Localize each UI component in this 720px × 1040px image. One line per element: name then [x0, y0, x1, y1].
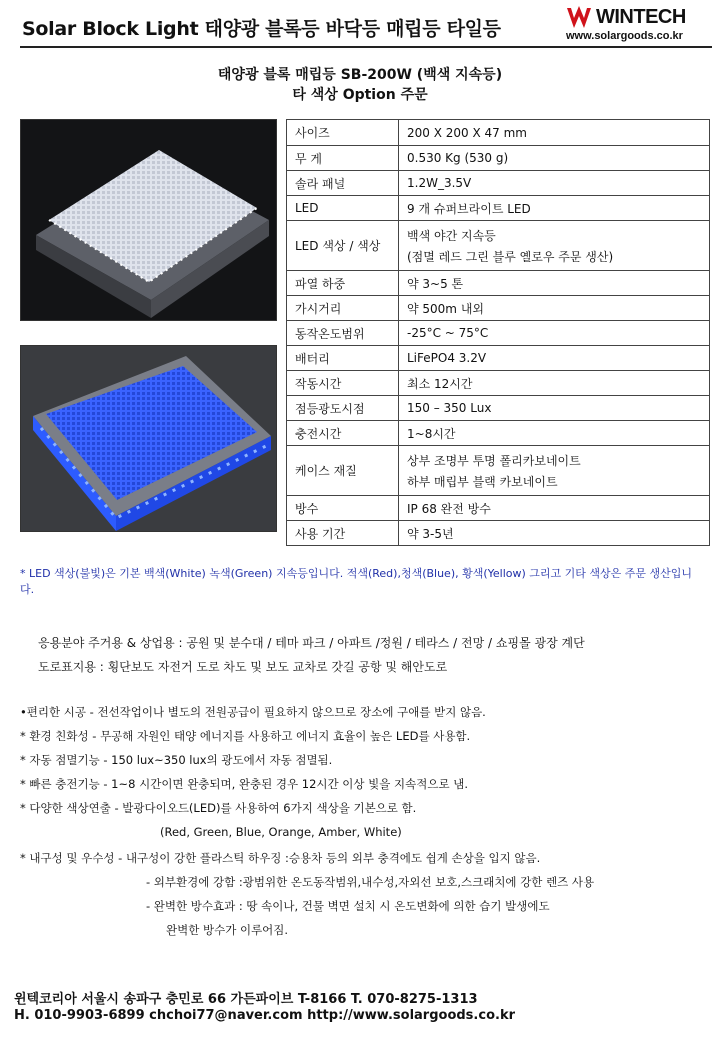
spec-label: LED [287, 196, 399, 221]
applications-line2: 도로표지용 : 횡단보도 자전거 도로 차도 및 보도 교차로 갓길 공항 및 해안도로 [38, 660, 448, 674]
product-option: 타 색상 Option 주문 [292, 87, 428, 103]
feature-waterproof: - 완벽한 방수효과 : 땅 속이나, 건물 벽면 설치 시 온도변화에 의한 습기 발생에도 [146, 899, 550, 913]
spec-row [287, 146, 710, 171]
spec-value-cell [399, 321, 710, 346]
product-photo-blue [20, 345, 277, 532]
header-divider [20, 46, 712, 48]
spec-value: 150 – 350 Lux [407, 401, 492, 415]
feature-colors: * 다양한 색상연출 - 발광다이오드(LED)를 사용하여 6가지 색상을 기본으로 함. [20, 801, 417, 815]
spec-value: 200 X 200 X 47 mm [407, 125, 527, 140]
spec-row [287, 321, 710, 346]
spec-value-cell [399, 496, 710, 521]
feature-color-list: (Red, Green, Blue, Orange, Amber, White) [160, 825, 402, 839]
spec-label: 배터리 [287, 346, 399, 371]
feature-eco: * 환경 친화성 - 무공해 자원인 태양 에너지를 사용하고 에너지 효율이 높은 LED를 사용함. [20, 729, 471, 743]
spec-value-cell [399, 421, 710, 446]
spec-value-cell [399, 196, 710, 221]
spec-row [287, 271, 710, 296]
feature-installation: •편리한 시공 - 전선작업이나 별도의 전원공급이 필요하지 않으므로 장소에 구애를 받지 않음. [20, 705, 486, 719]
spec-label: 가시거리 [287, 296, 399, 321]
spec-value-cell [399, 146, 710, 171]
feature-durability: * 내구성 및 우수성 - 내구성이 강한 플라스틱 하우징 :승용차 등의 외부 충격에도 쉽게 손상을 입지 않음. [20, 851, 541, 865]
brand-logo [566, 6, 716, 46]
spec-label: 충전시간 [287, 421, 399, 446]
spec-label: 파열 하중 [287, 271, 399, 296]
spec-row [287, 396, 710, 421]
footer-address: 윈텍코리아 서울시 송파구 충민로 66 가든파이브 T-8166 T. 070-8275-1313 [14, 992, 478, 1007]
spec-value: 1.2W_3.5V [407, 176, 472, 190]
feature-auto-flash: * 자동 점멸기능 - 150 lux~350 lux의 광도에서 자동 점멸됨. [20, 753, 333, 767]
spec-row [287, 221, 710, 271]
product-photo-white [20, 119, 277, 321]
spec-row [287, 120, 710, 146]
spec-label: LED 색상 / 색상 [287, 221, 399, 271]
spec-label: 방수 [287, 496, 399, 521]
spec-value-secondary: (점멸 레드 그린 블루 옐로우 주문 생산) [407, 249, 614, 264]
spec-value-cell [399, 521, 710, 546]
feature-waterproof-cont: 완벽한 방수가 이루어짐. [166, 923, 289, 937]
white-block-light-image [21, 120, 276, 320]
brand-name: WINTECH [596, 6, 686, 28]
spec-value: 1~8시간 [407, 426, 456, 441]
spec-row [287, 346, 710, 371]
spec-label: 사이즈 [287, 120, 399, 146]
product-title: 태양광 블록 매립등 SB-200W (백색 지속등) [217, 67, 503, 83]
spec-value-cell [399, 396, 710, 421]
spec-row [287, 496, 710, 521]
spec-value: 약 500m 내외 [407, 301, 484, 316]
spec-value-cell [399, 371, 710, 396]
blue-block-light-image [21, 346, 276, 531]
spec-value-cell [399, 446, 710, 496]
spec-value: IP 68 완전 방수 [407, 501, 491, 516]
spec-value-cell [399, 221, 710, 271]
spec-table [286, 119, 710, 546]
spec-value-cell [399, 120, 710, 146]
spec-row [287, 171, 710, 196]
spec-label: 무 게 [287, 146, 399, 171]
wintech-logo-icon [566, 6, 592, 30]
spec-value: 약 3-5년 [407, 526, 454, 541]
spec-value: 9 개 슈퍼브라이트 LED [407, 201, 531, 216]
spec-value-cell [399, 271, 710, 296]
color-note: * LED 색상(불빛)은 기본 백색(White) 녹색(Green) 지속등입니다. 적색(Red),청색(Blue), 황색(Yellow) 그리고 기타 색상은 주문 생산입니다. [20, 567, 693, 596]
feature-environment: - 외부환경에 강함 :광범위한 온도동작범위,내수성,자외선 보호,스크래치에 강한 렌즈 사용 [146, 875, 595, 889]
spec-value: 백색 야간 지속등 [407, 228, 496, 243]
spec-value: 0.530 Kg (530 g) [407, 151, 509, 165]
footer-contact: H. 010-9903-6899 chchoi77@naver.com http://www.solargoods.co.kr [14, 1008, 515, 1023]
spec-label: 사용 기간 [287, 521, 399, 546]
spec-label: 동작온도범위 [287, 321, 399, 346]
spec-value: 약 3~5 톤 [407, 276, 464, 291]
page-title: Solar Block Light 태양광 블록등 바닥등 매립등 타일등 [22, 18, 501, 40]
spec-label: 케이스 재질 [287, 446, 399, 496]
spec-row [287, 296, 710, 321]
spec-label: 솔라 패널 [287, 171, 399, 196]
feature-fast-charge: * 빠른 충전기능 - 1~8 시간이면 완충되며, 완충된 경우 12시간 이상 빛을 지속적으로 냄. [20, 777, 469, 791]
brand-url: www.solargoods.co.kr [566, 30, 683, 42]
spec-row [287, 521, 710, 546]
spec-value-secondary: 하부 매립부 블랙 카보네이트 [407, 474, 558, 489]
spec-value-cell [399, 296, 710, 321]
applications-line1: 응용분야 주거용 & 상업용 : 공원 및 분수대 / 테마 파크 / 아파트 /정원 / 테라스 / 전망 / 쇼핑몰 광장 계단 [38, 636, 585, 650]
spec-row [287, 446, 710, 496]
spec-label: 점등광도시점 [287, 396, 399, 421]
spec-row [287, 421, 710, 446]
spec-value: -25°C ~ 75°C [407, 326, 489, 340]
spec-value: 최소 12시간 [407, 376, 473, 391]
spec-value-cell [399, 346, 710, 371]
spec-value: 상부 조명부 투명 폴리카보네이트 [407, 453, 581, 468]
spec-row [287, 371, 710, 396]
spec-label: 작동시간 [287, 371, 399, 396]
spec-row [287, 196, 710, 221]
spec-value: LiFePO4 3.2V [407, 351, 487, 365]
spec-value-cell [399, 171, 710, 196]
